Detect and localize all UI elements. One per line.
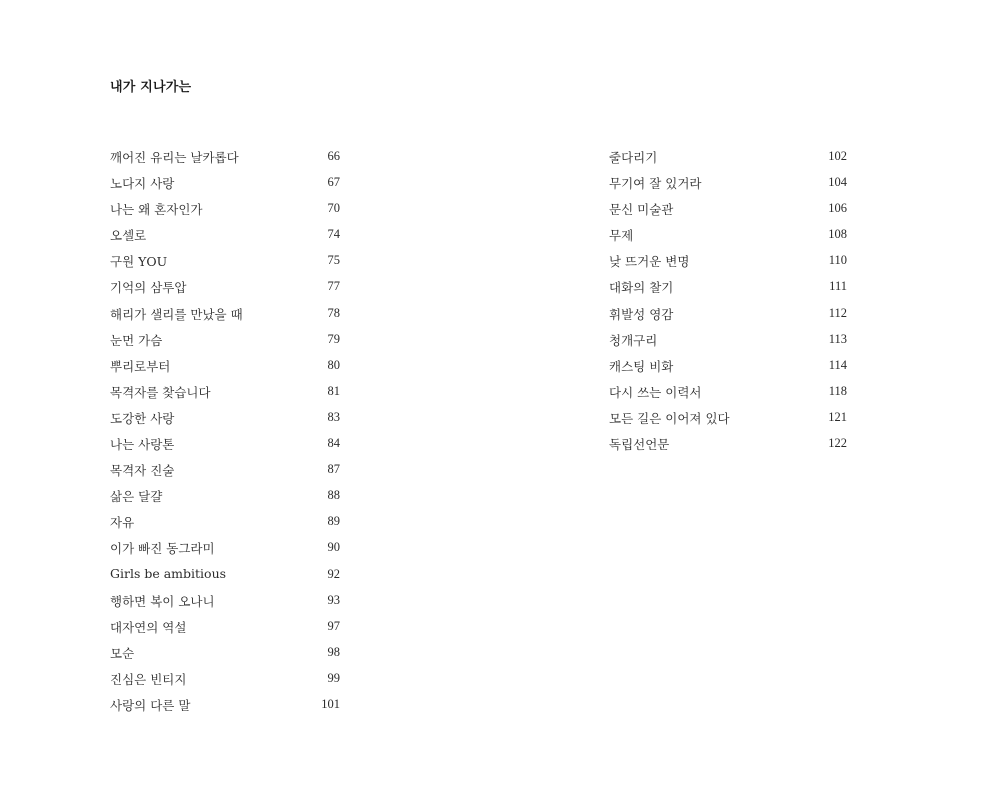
toc-entry-title: 낮 뜨거운 변명 (609, 254, 690, 270)
toc-entry[interactable] (609, 303, 847, 329)
toc-entry[interactable] (110, 537, 346, 563)
toc-entry[interactable] (110, 694, 346, 720)
toc-entry-page-number: 84 (327, 436, 340, 451)
toc-entry-page-number: 78 (327, 305, 340, 320)
toc-entry-title: 오셀로 (110, 228, 147, 244)
toc-entry-title: 모든 길은 이어져 있다 (609, 410, 730, 426)
toc-entry-title: 다시 쓰는 이력서 (609, 384, 702, 400)
toc-entry-title: 캐스팅 비화 (609, 358, 674, 374)
toc-entry-page-number: 102 (828, 149, 847, 163)
toc-entry[interactable] (110, 355, 346, 381)
toc-entry-page-number: 113 (828, 331, 847, 346)
toc-entry-title: 나는 사랑톤 (110, 437, 175, 453)
toc-entry-page-number: 99 (327, 670, 340, 685)
toc-entry[interactable] (609, 433, 847, 459)
toc-entry-title: 구원 YOU (110, 254, 168, 270)
toc-entry[interactable] (609, 381, 847, 407)
section-title: 내가 지나가는 (110, 80, 192, 95)
toc-entry-page-number: 93 (327, 592, 340, 607)
toc-entry-page-number: 108 (828, 227, 847, 242)
toc-entry-page-number: 101 (321, 696, 340, 711)
toc-entry-title: 무제 (609, 228, 634, 244)
toc-entry[interactable] (110, 668, 346, 694)
toc-entry-title: 줄다리기 (609, 150, 658, 165)
toc-entry[interactable] (110, 407, 346, 433)
toc-entry-page-number: 121 (828, 409, 847, 424)
toc-entry-title: 문신 미술관 (609, 202, 674, 218)
toc-entry-page-number: 67 (327, 175, 340, 190)
toc-entry[interactable] (110, 381, 346, 407)
toc-entry[interactable] (110, 172, 346, 198)
toc-entry[interactable] (110, 198, 346, 224)
toc-entry-page-number: 106 (828, 201, 847, 216)
toc-entry-page-number: 75 (327, 253, 340, 268)
toc-entry-title: 휘발성 영감 (609, 306, 674, 322)
toc-entry-title: 자유 (110, 515, 135, 531)
toc-entry[interactable] (609, 172, 847, 198)
toc-entry-page-number: 111 (829, 279, 847, 294)
toc-entry-title: 깨어진 유리는 날카롭다 (110, 150, 239, 165)
toc-entry-page-number: 83 (327, 409, 340, 424)
toc-entry-page-number: 118 (828, 383, 847, 398)
toc-entry-title: 목격자를 찾습니다 (110, 384, 211, 400)
toc-entry-title: 나는 왜 혼자인가 (110, 202, 203, 218)
toc-entry[interactable] (609, 250, 847, 276)
toc-entry-title: Girls be ambitious (110, 565, 227, 581)
toc-entry-page-number: 112 (828, 305, 847, 320)
toc-entry-page-number: 90 (327, 540, 340, 555)
toc-entry-page-number: 80 (327, 357, 340, 372)
toc-entry-title: 뿌리로부터 (110, 358, 171, 374)
toc-entry-title: 독립선언문 (609, 437, 670, 453)
toc-entry-page-number: 79 (327, 331, 340, 346)
toc-entry[interactable] (110, 433, 346, 459)
toc-entry[interactable] (110, 590, 346, 616)
toc-entry-page-number: 97 (327, 618, 340, 633)
toc-entry-page-number: 110 (828, 253, 847, 268)
toc-entry[interactable] (609, 198, 847, 224)
toc-entry[interactable] (110, 616, 346, 642)
toc-entry[interactable] (110, 303, 346, 329)
toc-entry-title: 삶은 달걀 (110, 489, 163, 505)
toc-entry[interactable] (609, 407, 847, 433)
toc-entry[interactable] (110, 564, 346, 590)
toc-entry[interactable] (110, 642, 346, 668)
toc-entry-page-number: 92 (327, 566, 340, 581)
toc-entry-page-number: 88 (327, 488, 340, 503)
toc-entry-page-number: 66 (327, 149, 340, 163)
toc-entry[interactable] (110, 250, 346, 276)
toc-entry[interactable] (110, 485, 346, 511)
toc-entry-title: 목격자 진술 (110, 463, 175, 479)
toc-entry[interactable] (110, 224, 346, 250)
toc-column-right (609, 146, 847, 459)
toc-entry-page-number: 81 (327, 383, 340, 398)
toc-entry[interactable] (609, 224, 847, 250)
toc-entry[interactable] (110, 511, 346, 537)
toc-entry[interactable] (609, 276, 847, 302)
toc-entry-title: 행하면 복이 오나니 (110, 593, 215, 609)
toc-entry-title: 청개구리 (609, 332, 658, 348)
toc-entry-title: 대자연의 역설 (110, 619, 187, 635)
toc-entry-page-number: 70 (327, 201, 340, 216)
toc-entry-title: 진심은 빈티지 (110, 671, 187, 687)
toc-entry-title: 무기여 잘 있거라 (609, 176, 702, 192)
toc-entry-title: 모순 (110, 645, 135, 661)
toc-entry-page-number: 77 (327, 279, 340, 294)
toc-entry[interactable] (110, 146, 346, 172)
toc-entry-page-number: 74 (327, 227, 340, 242)
toc-entry-title: 해리가 샐리를 만났을 때 (110, 306, 243, 322)
toc-entry[interactable] (609, 146, 847, 172)
toc-column-left (110, 146, 346, 720)
toc-entry-title: 도강한 사랑 (110, 410, 175, 426)
toc-entry-page-number: 122 (828, 436, 847, 451)
toc-entry-page-number: 98 (327, 644, 340, 659)
toc-entry[interactable] (110, 276, 346, 302)
toc-entry-title: 대화의 찰기 (609, 280, 674, 296)
toc-entry[interactable] (609, 355, 847, 381)
toc-entry-title: 노다지 사랑 (110, 176, 175, 192)
toc-entry[interactable] (110, 329, 346, 355)
toc-entry-title: 눈먼 가슴 (110, 332, 163, 348)
toc-entry-title: 이가 빠진 동그라미 (110, 541, 215, 557)
toc-entry[interactable] (609, 329, 847, 355)
toc-entry-page-number: 114 (828, 357, 847, 372)
toc-entry-title: 사랑의 다른 말 (110, 697, 191, 713)
toc-entry-page-number: 87 (327, 462, 340, 477)
toc-entry-page-number: 89 (327, 514, 340, 529)
toc-entry-page-number: 104 (828, 175, 847, 190)
toc-entry-title: 기억의 삼투압 (110, 280, 187, 296)
toc-entry[interactable] (110, 459, 346, 485)
